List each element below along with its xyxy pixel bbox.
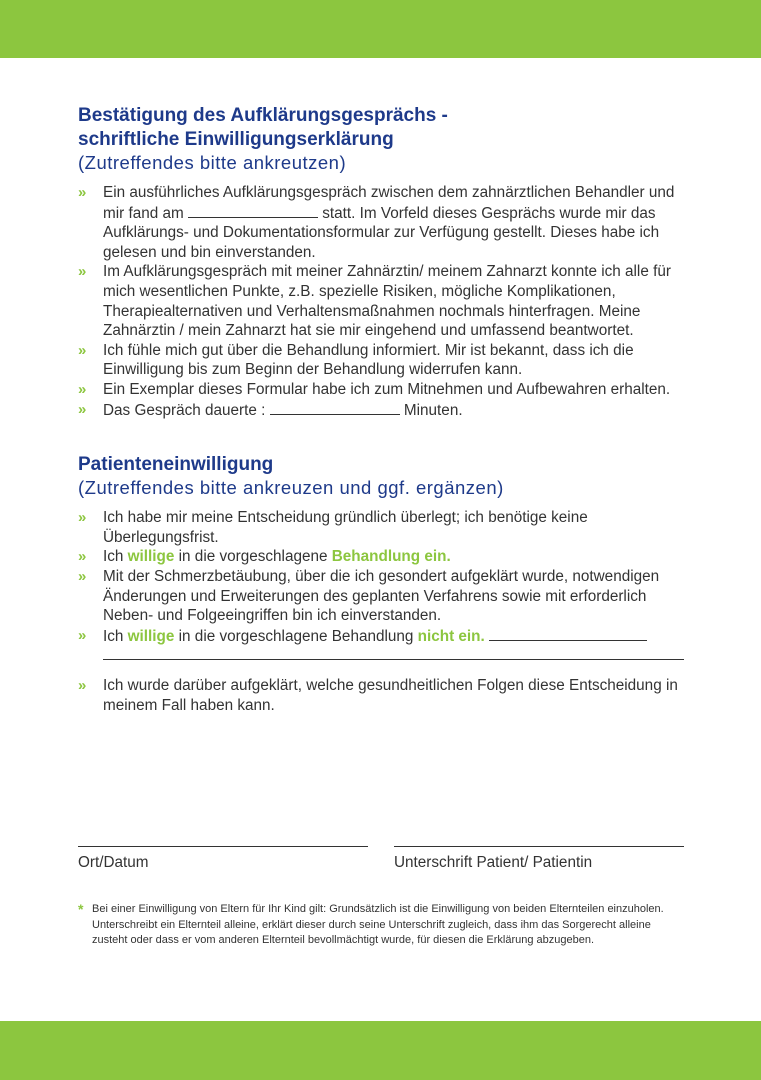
list-item[interactable] bbox=[78, 380, 684, 400]
item-text: Ein ausführliches Aufklärungsgespräch zwischen dem zahnärztlichen Behandler und mir fand am bbox=[103, 184, 675, 222]
list-item[interactable] bbox=[78, 262, 684, 340]
double-chevron-right-icon: » bbox=[78, 380, 87, 398]
item-text: Minuten. bbox=[403, 401, 463, 419]
reason-fill-line-2[interactable] bbox=[103, 646, 684, 660]
double-chevron-right-icon: » bbox=[78, 184, 87, 201]
reason-fill-line[interactable] bbox=[489, 626, 647, 641]
footnote bbox=[78, 902, 684, 949]
list-item[interactable] bbox=[78, 547, 684, 567]
place-date-label: Ort/Datum bbox=[78, 854, 149, 871]
form-content bbox=[78, 104, 684, 715]
patient-signature-label: Unterschrift Patient/ Patientin bbox=[394, 854, 593, 871]
date-fill-line[interactable] bbox=[188, 203, 318, 218]
double-chevron-right-icon: » bbox=[78, 341, 87, 359]
double-chevron-right-icon: » bbox=[78, 677, 87, 695]
signature-area bbox=[78, 846, 684, 876]
item-highlight: nicht ein. bbox=[417, 627, 485, 645]
duration-fill-line[interactable] bbox=[270, 400, 400, 415]
double-chevron-right-icon: » bbox=[78, 263, 87, 281]
item-text: Ich fühle mich gut über die Behandlung informiert. Mir ist bekannt, dass ich die Einwilligung bis zum Beginn der Behandlung widerrufen kann. bbox=[103, 341, 634, 379]
section1-title-line1: Bestätigung des Aufklärungsgesprächs - bbox=[78, 105, 448, 126]
list-item[interactable] bbox=[78, 400, 684, 421]
item-text: Ich habe mir meine Entscheidung gründlich überlegt; ich benötige keine Überlegungsfrist. bbox=[103, 509, 588, 546]
item-highlight: Behandlung ein. bbox=[331, 548, 451, 566]
bottom-green-bar bbox=[0, 1021, 761, 1080]
item-text: Das Gespräch dauerte : bbox=[103, 401, 266, 419]
double-chevron-right-icon: » bbox=[78, 509, 87, 527]
list-item[interactable] bbox=[78, 676, 684, 715]
section1-heading bbox=[78, 104, 684, 174]
list-item[interactable] bbox=[78, 183, 684, 262]
double-chevron-right-icon: » bbox=[78, 567, 87, 585]
double-chevron-right-icon: » bbox=[78, 548, 87, 566]
item-text: Ein Exemplar dieses Formular habe ich zum Mitnehmen und Aufbewahren erhalten. bbox=[103, 380, 671, 398]
list-item[interactable] bbox=[78, 626, 684, 647]
item-text: Ich wurde darüber aufgeklärt, welche gesundheitlichen Folgen diese Entscheidung in meinem Fall haben kann. bbox=[103, 677, 678, 714]
item-highlight: willige bbox=[127, 627, 175, 645]
item-text: Mit der Schmerzbetäubung, über die ich gesondert aufgeklärt wurde, notwendigen Änderungen und Erweiterungen des geplanten Verfahrens sowie mit erforderlich Neben- und Folgeeingriffen bin ich einverstanden. bbox=[103, 567, 660, 625]
item-text: Im Aufklärungsgespräch mit meiner Zahnärztin/ meinem Zahnarzt konnte ich alle für mich wesentlichen Punkte, z.B. spezielle Risiken, mögliche Komplikationen, Therapiealternativen und Verhaltensmaßnahmen nochmals hinterfragen. Meine Zahnärztin / mein Zahnarzt hat sie mir eingehend und umfassend beantwortet. bbox=[103, 263, 671, 340]
place-date-field[interactable] bbox=[78, 846, 368, 872]
item-text: in die vorgeschlagene bbox=[178, 548, 328, 566]
list-item[interactable] bbox=[78, 341, 684, 380]
item-text: in die vorgeschlagene Behandlung bbox=[178, 627, 414, 645]
item-text: Ich bbox=[103, 627, 124, 645]
place-date-line[interactable] bbox=[78, 846, 368, 847]
section2-title: Patienteneinwilligung bbox=[78, 454, 274, 476]
list-item[interactable] bbox=[78, 508, 684, 547]
section1-list bbox=[78, 183, 684, 420]
patient-signature-field[interactable] bbox=[394, 846, 684, 872]
section2-heading bbox=[78, 453, 684, 499]
top-green-bar bbox=[0, 0, 761, 58]
double-chevron-right-icon: » bbox=[78, 626, 87, 644]
item-text: Ich bbox=[103, 548, 124, 566]
item-highlight: willige bbox=[127, 548, 175, 566]
section2-list bbox=[78, 508, 684, 646]
double-chevron-right-icon: » bbox=[78, 400, 87, 418]
section2-subtitle: (Zutreffendes bitte ankreuzen und ggf. ergänzen) bbox=[78, 477, 504, 499]
section2-list-cont bbox=[78, 676, 684, 715]
section1-title-line2: schriftliche Einwilligungserklärung bbox=[78, 129, 394, 150]
patient-signature-line[interactable] bbox=[394, 846, 684, 847]
list-item[interactable] bbox=[78, 567, 684, 626]
footnote-text: Bei einer Einwilligung von Eltern für Ihr Kind gilt: Grundsätzlich ist die Einwilligung von beiden Elternteilen einzuholen. Unterschreibt ein Elternteil alleine, erklärt dieser durch seine Unterschrift zugleich, dass ihm das Sorgerecht alleine zusteht oder dass er vom anderen Elternteil bevollmächtigt wurde, für diesen die Erklärung abzugeben. bbox=[92, 903, 664, 946]
section1-subtitle: (Zutreffendes bitte ankreutzen) bbox=[78, 152, 347, 173]
asterisk-icon: * bbox=[78, 901, 84, 917]
item-text: statt. Im Vorfeld dieses Gesprächs wurde mir das Aufklärungs- und Dokumentationsformular zur Verfügung gestellt. Dieses habe ich gelesen und bin einverstanden. bbox=[103, 204, 660, 261]
